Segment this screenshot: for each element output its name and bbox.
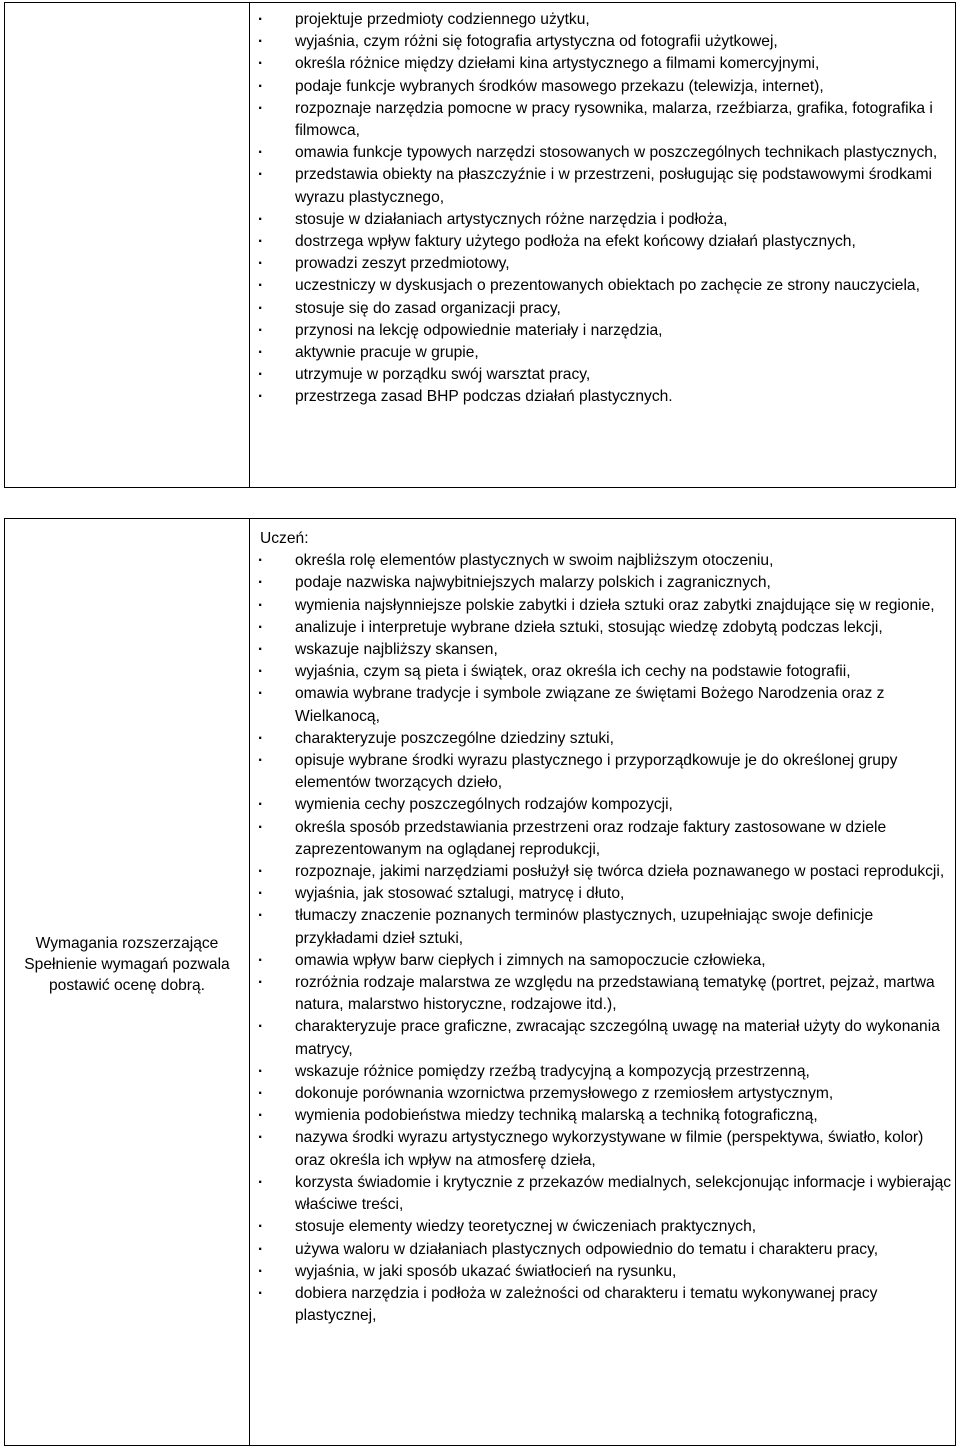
requirement-item: · wyjaśnia, jak stosować sztalugi, matrycę i dłuto, <box>250 883 955 905</box>
requirement-item: · rozpoznaje, jakimi narzędziami posłużył się twórca dzieła poznawanego w postaci reprodukcji, <box>250 861 955 883</box>
requirement-item: · omawia wybrane tradycje i symbole związane ze świętami Bożego Narodzenia oraz z Wielkanocą, <box>250 683 955 727</box>
requirement-item: · prowadzi zeszyt przedmiotowy, <box>250 253 955 275</box>
requirement-item: · charakteryzuje poszczególne dziedziny sztuki, <box>250 728 955 750</box>
requirement-item: · analizuje i interpretuje wybrane dzieła sztuki, stosując wiedzę zdobytą podczas lekcji, <box>250 617 955 639</box>
requirement-item: · omawia wpływ barw ciepłych i zimnych na samopoczucie człowieka, <box>250 950 955 972</box>
requirement-item: · przestrzega zasad BHP podczas działań plastycznych. <box>250 386 955 408</box>
requirement-item: · przedstawia obiekty na płaszczyźnie i w przestrzeni, posługując się podstawowymi środkami wyrazu plastycznego, <box>250 164 955 208</box>
requirement-item: · rozróżnia rodzaje malarstwa ze względu na przedstawianą tematykę (portret, pejzaż, martwa natura, malarstwo historyczne, rodzajowe itd.), <box>250 972 955 1016</box>
requirement-item: · stosuje elementy wiedzy teoretycznej w ćwiczeniach praktycznych, <box>250 1216 955 1238</box>
requirements-list <box>250 550 955 1327</box>
requirement-item: · charakteryzuje prace graficzne, zwracając szczególną uwagę na materiał użyty do wykonania matrycy, <box>250 1016 955 1060</box>
category-label <box>5 933 249 996</box>
requirement-item: · stosuje się do zasad organizacji pracy, <box>250 298 955 320</box>
requirement-item: · omawia funkcje typowych narzędzi stosowanych w poszczególnych technikach plastycznych, <box>250 142 955 164</box>
requirement-item: · określa sposób przedstawiania przestrzeni oraz rodzaje faktury zastosowane w dziele zaprezentowanym na oglądanej reprodukcji, <box>250 817 955 861</box>
requirement-item: · dokonuje porównania wzornictwa przemysłowego z rzemiosłem artystycznym, <box>250 1083 955 1105</box>
requirement-item: · stosuje w działaniach artystycznych różne narzędzia i podłoża, <box>250 209 955 231</box>
requirement-item: · określa różnice między dziełami kina artystycznego a filmami komercyjnymi, <box>250 53 955 75</box>
requirement-item: · nazywa środki wyrazu artystycznego wykorzystywane w filmie (perspektywa, światło, kolor) oraz określa ich wpływ na atmosferę dzieła, <box>250 1127 955 1171</box>
requirements-table-continued <box>4 2 956 488</box>
requirement-item: · uczestniczy w dyskusjach o prezentowanych obiektach po zachęcie ze strony nauczyciela, <box>250 275 955 297</box>
requirements-list <box>250 9 955 409</box>
category-cell-empty <box>4 2 250 488</box>
grade-note: Spełnienie wymagań pozwala postawić ocenę dobrą. <box>24 956 230 994</box>
requirement-item: · rozpoznaje narzędzia pomocne w pracy rysownika, malarza, rzeźbiarza, grafika, fotografika i filmowca, <box>250 98 955 142</box>
requirement-item: · korzysta świadomie i krytycznie z przekazów medialnych, selekcjonując informacje i wybierając właściwe treści, <box>250 1172 955 1216</box>
requirement-item: · wyjaśnia, czym różni się fotografia artystyczna od fotografii użytkowej, <box>250 31 955 53</box>
requirements-list-cell <box>249 2 956 488</box>
requirement-item: · aktywnie pracuje w grupie, <box>250 342 955 364</box>
requirement-item: · wskazuje najbliższy skansen, <box>250 639 955 661</box>
category-cell <box>4 518 250 1446</box>
requirement-item: · opisuje wybrane środki wyrazu plastycznego i przyporządkowuje je do określonej grupy elementów tworzących dzieło, <box>250 750 955 794</box>
requirement-item: · dostrzega wpływ faktury użytego podłoża na efekt końcowy działań plastycznych, <box>250 231 955 253</box>
requirement-item: · przynosi na lekcję odpowiednie materiały i narzędzia, <box>250 320 955 342</box>
extended-requirements-table <box>4 518 956 1446</box>
requirement-item: · wymienia cechy poszczególnych rodzajów kompozycji, <box>250 794 955 816</box>
requirement-item: · podaje nazwiska najwybitniejszych malarzy polskich i zagranicznych, <box>250 572 955 594</box>
requirement-item: · wyjaśnia, czym są pieta i świątek, oraz określa ich cechy na podstawie fotografii, <box>250 661 955 683</box>
requirement-item: · wskazuje różnice pomiędzy rzeźbą tradycyjną a kompozycją przestrzenną, <box>250 1061 955 1083</box>
requirement-item: · wyjaśnia, w jaki sposób ukazać światłocień na rysunku, <box>250 1261 955 1283</box>
requirement-item: · wymienia najsłynniejsze polskie zabytki i dzieła sztuki oraz zabytki znajdujące się w regionie, <box>250 595 955 617</box>
requirement-item: · utrzymuje w porządku swój warsztat pracy, <box>250 364 955 386</box>
requirements-list-cell <box>249 518 956 1446</box>
student-intro: Uczeń: <box>260 530 309 547</box>
requirement-item: · używa waloru w działaniach plastycznych odpowiednio do tematu i charakteru pracy, <box>250 1239 955 1261</box>
requirement-item: · wymienia podobieństwa miedzy techniką malarską a techniką fotograficzną, <box>250 1105 955 1127</box>
requirement-item: · dobiera narzędzia i podłoża w zależności od charakteru i tematu wykonywanej pracy plastycznej, <box>250 1283 955 1327</box>
requirement-item: · podaje funkcje wybranych środków masowego przekazu (telewizja, internet), <box>250 76 955 98</box>
requirement-item: · tłumaczy znaczenie poznanych terminów plastycznych, uzupełniając swoje definicje przykładami dzieł sztuki, <box>250 905 955 949</box>
category-title: Wymagania rozszerzające <box>35 935 219 952</box>
requirement-item: · projektuje przedmioty codziennego użytku, <box>250 9 955 31</box>
requirement-item: · określa rolę elementów plastycznych w swoim najbliższym otoczeniu, <box>250 550 955 572</box>
